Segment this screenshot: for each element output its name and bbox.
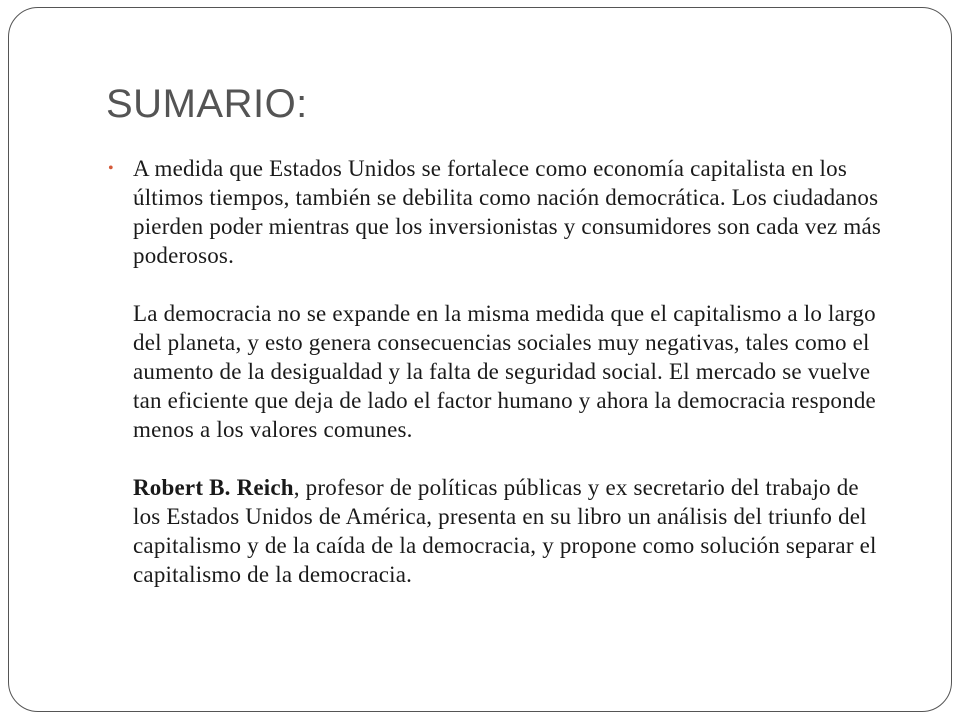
paragraph-spacer: [133, 444, 888, 473]
paragraph-3-text: , profesor de políticas públicas y ex secretario del trabajo de los Estados Unidos de América, presenta en su libro un análisis del triunfo del capitalismo y de la caída de la democracia, y propone como solución separar el capitalismo de la democracia.: [133, 475, 877, 587]
paragraph-1: A medida que Estados Unidos se fortalece como economía capitalista en los últimos tiempos, también se debilita como nación democrática. Los ciudadanos pierden poder mientras que los inversionistas y consumidores son cada vez más poderosos.: [133, 156, 882, 268]
slide-title: SUMARIO:: [106, 82, 308, 126]
paragraph-3: [133, 473, 888, 589]
list-item: [108, 154, 888, 589]
paragraph-2: La democracia no se expande en la misma medida que el capitalismo a lo largo del planeta, y esto genera consecuencias sociales muy negativas, tales como el aumento de la desigualdad y la falta de seguridad social. El mercado se vuelve tan eficiente que deja de lado el factor humano y ahora la democracia responde menos a los valores comunes.: [133, 301, 876, 442]
bullet-list: [108, 154, 888, 589]
author-name: Robert B. Reich: [133, 475, 294, 500]
bullet-icon: •: [108, 160, 114, 177]
paragraph-spacer: [133, 270, 888, 299]
